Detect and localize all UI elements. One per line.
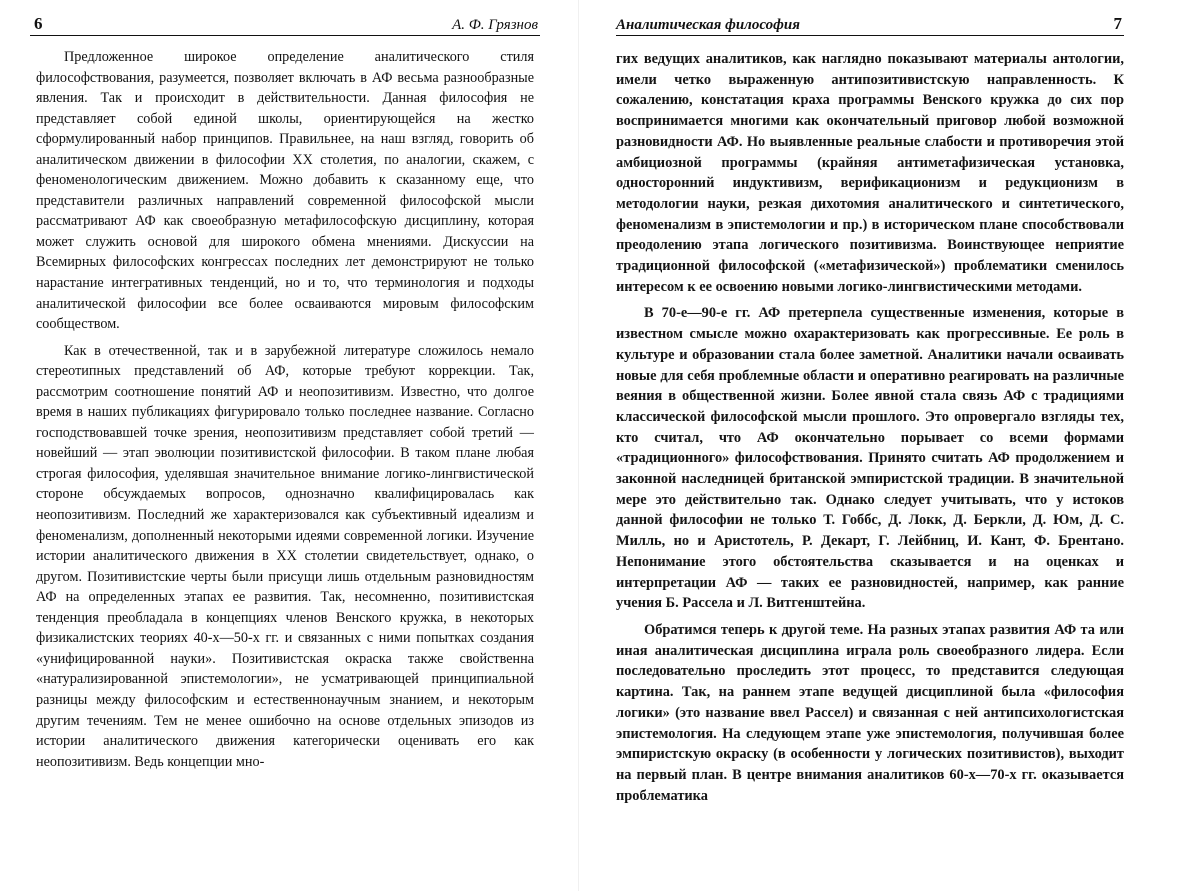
paragraph: Предложенное широкое определение аналитического стиля философствования, разумеется, позволяет включать в АФ весьма разнообразные явления. Так и происходит в действительности. Данная философия не представляет собой единой школы, ориентирующейся на жестко сформулированный набор принципов. Правильнее, на наш взгляд, говорить об аналитическом движении в философии XX столетия, по аналогии, скажем, с феноменологическим движением. Можно добавить к сказанному еще, что представители различных направлений современной философской мысли рассматривают АФ как своеобразную метафилософскую дисциплину, которая может служить основой для широкого обмена мнениями. Дискуссии на Всемирных философских конгрессах последних лет демонстрируют не только нарастание интегративных тенденций, но и то, что терминология и подходы аналитической философии все более осваиваются мировым философским сообществом. [36, 49, 534, 333]
paragraph: Обратимся теперь к другой теме. На разных этапах развития АФ та или иная аналитическая дисциплина играла роль своеобразного лидера. Если последовательно проследить этот процесс, то представится следующая картина. Так, на раннем этапе ведущей дисциплиной была «философия логики» (это название ввел Рассел) и связанная с ней антипсихологистская эпистемология. На следующем этапе уже эпистемология, получившая более эмпиристскую окраску (в особенности у логических позитивистов), выходит на первый план. В центре внимания аналитиков 60-х—70-х гг. оказывается проблематика [616, 621, 1124, 804]
running-head-left [30, 13, 540, 36]
left-page [30, 0, 540, 891]
page-gutter [578, 0, 579, 891]
right-page [616, 0, 1124, 891]
page-number: 7 [1113, 14, 1122, 33]
running-head-right [616, 13, 1124, 36]
paragraph: гих ведущих аналитиков, как наглядно показывают материалы антологии, имели четко выраженную антипозитивистскую направленность. К сожалению, констатация краха программы Венского кружка до сих пор воспринимается многими как окончательный приговор любой возможной разновидности АФ. Но выявленные реальные слабости и противоречия этой амбициозной программы (крайняя антиметафизическая установка, односторонний индуктивизм, верификационизм и редукционизм в методологии науки, резкая дихотомия аналитического и синтетического, феноменализм в эпистемологии и пр.) в историческом плане способствовали преодолению этапа логического позитивизма. Воинствующее неприятие традиционной философской («метафизической») проблематики сменилось интересом к ее освоению новыми логико-лингвистическими методами. [616, 51, 1124, 295]
page-number: 6 [34, 14, 43, 33]
paragraph: Как в отечественной, так и в зарубежной литературе сложилось немало стереотипных представлений об АФ, которые требуют коррекции. Так, рассмотрим соотношение понятий АФ и неопозитивизм. Известно, что долгое время в наших публикациях фигурировало только последнее название. Согласно господствовавшей точке зрения, неопозитивизм представляет собой третий — новейший — этап эволюции позитивистской философии. В таком плане любая строгая философия, уделявшая значительное внимание логико-лингвистической стороне обсуждаемых вопросов, однозначно квалифицировалась как неопозитивизм. Последний же характеризовался как субъективный идеализм и феноменализм, дополненный некоторыми идеями современной логики. Изучение истории аналитического движения в XX столетии свидетельствует, однако, о другом. Позитивистские черты были присущи лишь отдельным разновидностям АФ на определенных этапах ее развития. Так, несомненно, позитивистская тенденция преобладала в концепциях членов Венского кружка, в некоторых физикалистских теориях 40-х—50-х гг. и связанных с ними попытках создания «унифицированной науки». Позитивистская окраска также свойственна «натурализированной эпистемологии», не усматривающей принципиальной разницы между философским и естественнонаучным знанием, и некоторым другим течениям. Тем не менее ошибочно на основе отдельных эпизодов из истории аналитического движения категорически оценивать его как неопозитивизм. Ведь концепции мно- [36, 342, 534, 770]
paragraph: В 70-е—90-е гг. АФ претерпела существенные изменения, которые в известном смысле можно охарактеризовать как прогрессивные. Ее роль в культуре и образовании стала более заметной. Аналитики начали осваивать новые для себя проблемные области и оперативно реагировать на различные веяния в общественной жизни. Более явной стала связь АФ с традициями классической философской мысли прошлого. Это опровергало взгляды тех, кто считал, что АФ окончательно порывает со всеми формами «традиционного» философствования. Принято считать АФ продолжением и законной наследницей британской эмпиристской традиции. В значительной мере это действительно так. Однако следует учитывать, что у истоков данной философии не только Т. Гоббс, Д. Локк, Д. Беркли, Д. Юм, Д. С. Милль, но и Аристотель, Р. Декарт, Г. Лейбниц, И. Кант, Ф. Брентано. Непонимание этого обстоятельства сказывается и на оценках и интерпретации АФ — таких ее разновидностей, например, как ранние учения Б. Рассела и Л. Витгенштейна. [616, 305, 1124, 612]
running-head-author: А. Ф. Грязнов [452, 17, 538, 33]
body-text-left [36, 47, 534, 778]
body-text-right [616, 49, 1124, 812]
running-head-title: Аналитическая философия [616, 17, 800, 33]
